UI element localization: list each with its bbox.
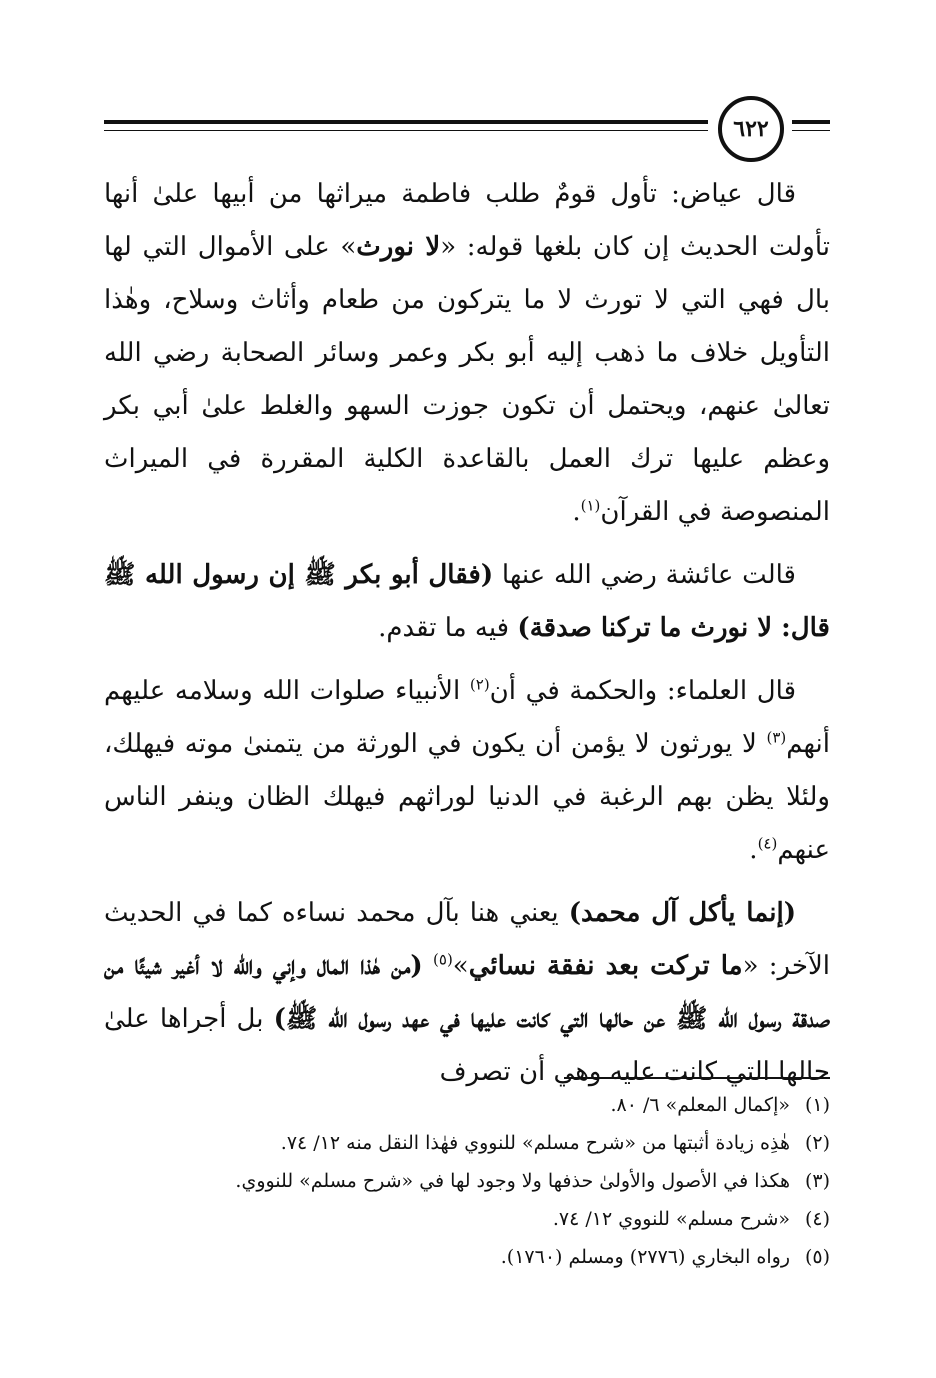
footnote-number: (٢): [804, 1132, 830, 1154]
footnote-text: هٰذِه زيادة أثبتها من «شرح مسلم» للنووي فهٰذا النقل منه ١٢/ ٧٤.: [280, 1132, 790, 1154]
text-segment: يعني هنا بآل محمد نساءه كما في الحديث الآخر: «: [104, 898, 830, 981]
text-segment: فيه ما تقدم.: [378, 613, 518, 643]
footnote-divider: [564, 1077, 830, 1079]
header-rule-thick: [104, 120, 708, 124]
footnote-number: (١): [804, 1094, 830, 1116]
text-segment: .: [572, 497, 581, 527]
footnote-marker: (٤): [757, 834, 778, 853]
bold-text-segment: (إنما يأكل آل محمد): [568, 898, 796, 928]
footnote-number: (٤): [804, 1208, 830, 1230]
footnote-text: هكذا في الأصول والأولىٰ حذفها ولا وجود لها في «شرح مسلم» للنووي.: [235, 1170, 790, 1192]
text-segment: قال عياض: تأول قومٌ طلب فاطمة ميراثها من أبيها علىٰ أنها تأولت الحديث إن كان بلغها قوله: «: [104, 179, 830, 262]
bold-text-segment: (من هٰذا المال وإني والله لا أغير شيئًا من صدقة رسول الله ﷺ عن حالها التي كانت عليها في عهد رسول الله ﷺ): [104, 951, 831, 1034]
text-segment: قالت عائشة رضي الله عنها: [493, 560, 796, 590]
page-number: ٦٢٢: [718, 96, 784, 162]
header-rule-right-thick: [792, 120, 830, 124]
footnote-item: [104, 1238, 830, 1276]
footnote-text: «شرح مسلم» للنووي ١٢/ ٧٤.: [552, 1208, 790, 1230]
footnote-text: رواه البخاري (٢٧٧٦) ومسلم (١٧٦٠).: [500, 1246, 790, 1268]
footnote-item: [104, 1086, 830, 1124]
footnotes: [104, 1086, 830, 1276]
footnote-item: [104, 1124, 830, 1162]
text-segment: » على الأموال التي لها بال فهي التي لا تورث لا ما يتركون من طعام وأثاث وسلاح، وهٰذا التأويل خلاف ما ذهب إليه أبو بكر وعمر وسائر الصحابة رضي الله تعالىٰ عنهم، ويحتمل أن تكون جوزت السهو والغلط علىٰ أبي بكر وعظم عليها ترك العمل بالقاعدة الكلية المقررة في الميراث المنصوصة في القرآن: [104, 232, 830, 527]
paragraph: [104, 168, 830, 539]
body-text: [104, 168, 830, 1109]
header-rule-right-thin: [792, 130, 830, 131]
footnote-number: (٣): [804, 1170, 830, 1192]
paragraph: [104, 549, 830, 655]
footnote-marker: (٢): [469, 675, 490, 694]
text-segment: بل أجراها علىٰ حالها التي كانت عليه وهي أن تصرف: [104, 1004, 830, 1087]
footnote-marker: (٥): [433, 950, 453, 969]
text-segment: قال العلماء: والحكمة في أن: [489, 676, 796, 706]
footnote-item: [104, 1162, 830, 1200]
paragraph: [104, 665, 830, 877]
footnote-number: (٥): [804, 1246, 830, 1268]
text-segment: .: [749, 835, 758, 865]
bold-text-segment: ما تركت بعد نفقة نسائي: [468, 951, 743, 981]
text-segment: [423, 951, 433, 981]
header-rule-thin: [104, 130, 708, 131]
text-segment: الأنبياء صلوات الله وسلامه عليهم أنهم: [104, 676, 830, 759]
bold-text-segment: لا نورث: [356, 232, 441, 262]
footnote-text: «إكمال المعلم» ٦/ ٨٠.: [610, 1094, 790, 1116]
paragraph: [104, 887, 830, 1099]
footnote-item: [104, 1200, 830, 1238]
footnote-marker: (١): [580, 496, 601, 515]
text-segment: لا يورثون لا يؤمن أن يكون في الورثة من يتمنىٰ موته فيهلك، ولئلا يظن بهم الرغبة في الدنيا لوراثهم فيهلك الظان وينفر الناس عنهم: [104, 729, 830, 865]
page-header: [104, 96, 830, 172]
bold-text-segment: (فقال أبو بكر ﷺ إن رسول الله ﷺ قال: لا نورث ما تركنا صدقة): [104, 560, 830, 643]
text-segment: »: [452, 951, 469, 981]
footnote-marker: (٣): [766, 728, 787, 747]
